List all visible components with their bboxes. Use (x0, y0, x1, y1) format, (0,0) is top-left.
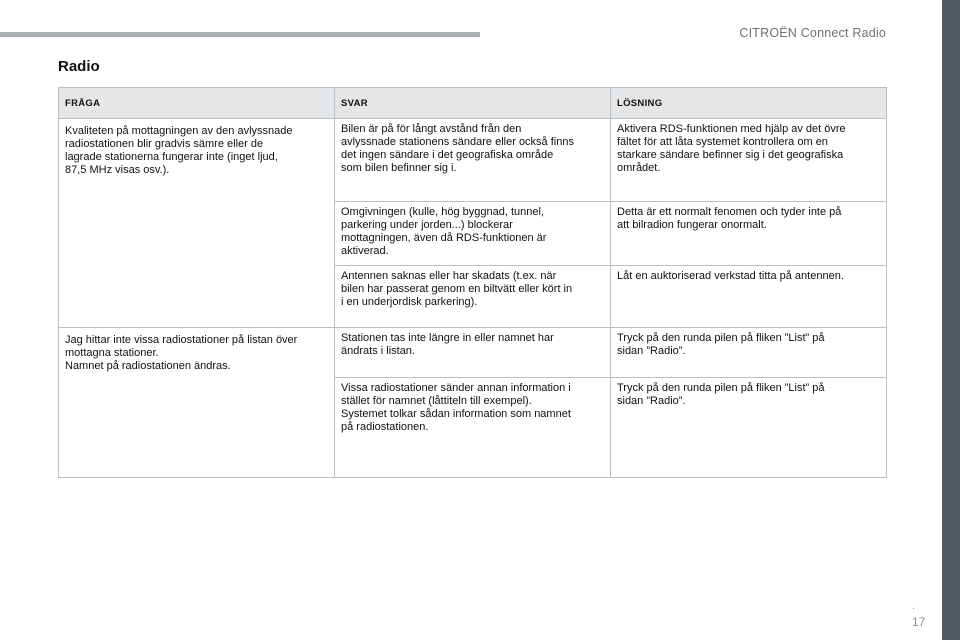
text-line: Systemet tolkar sådan information som namnet (341, 408, 571, 420)
answer-cell (335, 202, 611, 266)
text-line: i en underjordisk parkering). (341, 296, 478, 308)
text-line: Detta är ett normalt fenomen och tyder inte på (617, 206, 842, 218)
text-line: Tryck på den runda pilen på fliken ”List” på (617, 382, 825, 394)
text-line: avlyssnade stationens sändare eller också finns (341, 136, 574, 148)
side-bar (942, 0, 960, 640)
text-line: parkering under jorden...) blockerar (341, 219, 513, 231)
column-header-question: FRÅGA (59, 88, 335, 119)
question-cell (59, 119, 335, 328)
text-line: Kvaliteten på mottagningen av den avlyssnade (65, 125, 293, 137)
text-line: radiostationen blir gradvis sämre eller de (65, 138, 264, 150)
text-line: sidan ”Radio”. (617, 345, 686, 357)
text-line: Bilen är på för långt avstånd från den (341, 123, 522, 135)
answer-cell (335, 378, 611, 478)
text-line: Vissa radiostationer sänder annan information i (341, 382, 571, 394)
text-line: aktiverad. (341, 245, 389, 257)
text-line: bilen har passerat genom en biltvätt eller kört in (341, 283, 573, 295)
answer-cell (335, 328, 611, 378)
text-line: det ingen sändare i det geografiska område (341, 149, 554, 161)
page-marker: . (912, 600, 916, 612)
text-line: området. (617, 162, 661, 174)
table-row (59, 328, 887, 378)
solution-cell (611, 328, 887, 378)
text-line: sidan ”Radio”. (617, 395, 686, 407)
text-line: mottagna stationer. (65, 347, 159, 359)
question-cell (59, 328, 335, 478)
text-line: lagrade stationerna fungerar inte (inget ljud, (65, 151, 278, 163)
table-row (59, 119, 887, 202)
text-line: stället för namnet (låttiteln till exempel). (341, 395, 532, 407)
answer-cell (335, 266, 611, 328)
table-header-row (59, 88, 887, 119)
text-line: Aktivera RDS-funktionen med hjälp av det övre (617, 123, 846, 135)
column-header-answer: SVAR (335, 88, 611, 119)
solution-cell (611, 378, 887, 478)
brand-header: CITROËN Connect Radio (739, 26, 886, 40)
solution-cell (611, 119, 887, 202)
text-line: Namnet på radiostationen ändras. (65, 360, 231, 372)
text-line: Antennen saknas eller har skadats (t.ex. när (341, 270, 557, 282)
text-line: ändrats i listan. (341, 345, 415, 357)
text-line: på radiostationen. (341, 421, 429, 433)
text-line: Låt en auktoriserad verkstad titta på antennen. (617, 270, 844, 282)
text-line: Tryck på den runda pilen på fliken ”List” på (617, 332, 825, 344)
text-line: starkare sändare befinner sig i det geografiska (617, 149, 844, 161)
column-header-solution: LÖSNING (611, 88, 887, 119)
header-rule (0, 32, 480, 37)
text-line: Jag hittar inte vissa radiostationer på listan över (65, 334, 298, 346)
text-line: Stationen tas inte längre in eller namnet har (341, 332, 554, 344)
solution-cell (611, 202, 887, 266)
text-line: som bilen befinner sig i. (341, 162, 457, 174)
section-title: Radio (58, 58, 100, 75)
page-number: 17 (912, 615, 926, 629)
solution-cell (611, 266, 887, 328)
text-line: mottagningen, även då RDS-funktionen är (341, 232, 547, 244)
text-line: fältet för att låta systemet kontrollera om en (617, 136, 828, 148)
text-line: 87,5 MHz visas osv.). (65, 164, 170, 176)
answer-cell (335, 119, 611, 202)
text-line: Omgivningen (kulle, hög byggnad, tunnel, (341, 206, 545, 218)
text-line: att bilradion fungerar onormalt. (617, 219, 767, 231)
faq-table (58, 87, 887, 478)
